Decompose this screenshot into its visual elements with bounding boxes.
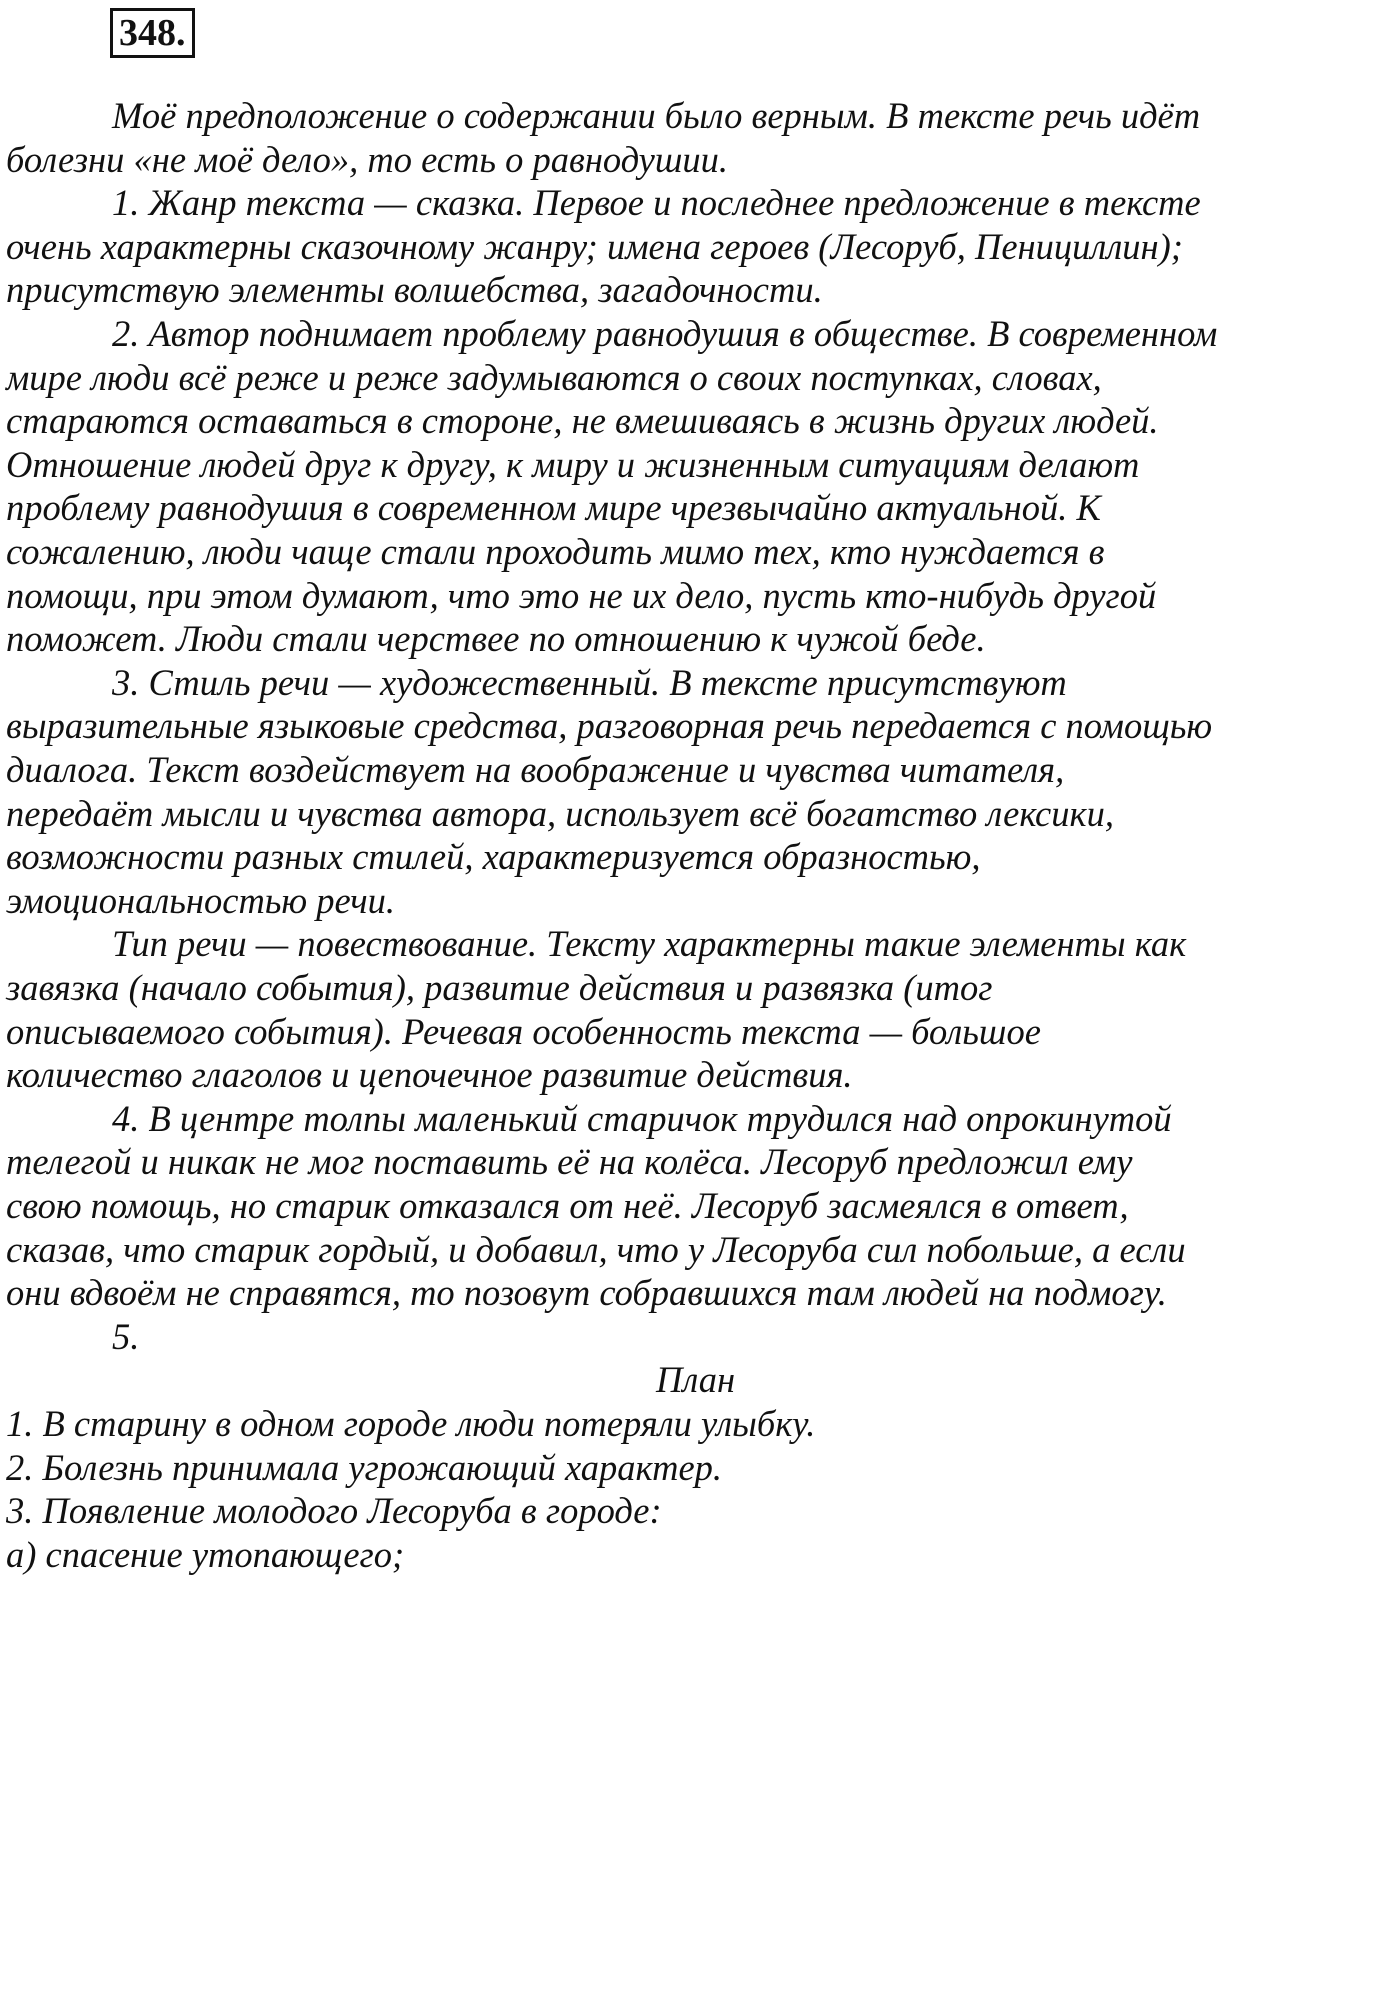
text-line: свою помощь, но старик отказался от неё. Лесоруб засмеялся в ответ, xyxy=(6,1185,1129,1226)
text-line: они вдвоём не справятся, то позовут собравшихся там людей на подмогу. xyxy=(6,1272,1167,1314)
text-line: завязка (начало события), развитие действия и развязка (итог xyxy=(6,967,993,1008)
plan-item: 1. В старину в одном городе люди потеряли улыбку. xyxy=(6,1403,816,1444)
text-line: стараются оставаться в стороне, не вмешиваясь в жизнь других людей. xyxy=(6,400,1159,442)
text-line: Тип речи — повествование. Тексту характерны такие элементы как xyxy=(112,923,1187,965)
text-line: очень характерны сказочному жанру; имена героев (Лесоруб, Пенициллин); xyxy=(6,225,1183,267)
plan-item: а) спасение утопающего; xyxy=(6,1533,405,1575)
text-line: телегой и никак не мог поставить её на колёса. Лесоруб предложил ему xyxy=(6,1141,1133,1183)
text-line: помощи, при этом думают, что это не их дело, пусть кто-нибудь другой xyxy=(6,574,1157,616)
text-line: возможности разных стилей, характеризуется образностью, xyxy=(6,836,981,878)
text-line: 3. Стиль речи — художественный. В тексте присутствуют xyxy=(112,661,1067,703)
text-line: диалога. Текст воздействует на воображение и чувства читателя, xyxy=(6,749,1065,790)
plan-title: План xyxy=(656,1359,736,1401)
text-line: 4. В центре толпы маленький старичок трудился над опрокинутой xyxy=(112,1097,1172,1139)
text-line: поможет. Люди стали черствее по отношению к чужой беде. xyxy=(6,618,986,660)
plan-item: 2. Болезнь принимала угрожающий характер. xyxy=(6,1446,723,1488)
text-line: количество глаголов и цепочечное развитие действия. xyxy=(6,1054,853,1096)
text-line: присутствую элементы волшебства, загадочности. xyxy=(6,269,823,311)
text-line: сожалению, люди чаще стали проходить мимо тех, кто нуждается в xyxy=(6,531,1105,572)
text-line: Моё предположение о содержании было верным. В тексте речь идёт xyxy=(112,95,1201,136)
text-line: описываемого события). Речевая особенность текста — большое xyxy=(6,1010,1041,1052)
text-line: эмоциональностью речи. xyxy=(6,879,396,921)
plan-item: 3. Появление молодого Лесоруба в городе: xyxy=(6,1490,662,1532)
text-line: 1. Жанр текста — сказка. Первое и последнее предложение в тексте xyxy=(112,182,1201,224)
text-line: передаёт мысли и чувства автора, использует всё богатство лексики, xyxy=(6,792,1114,834)
text-line: 5. xyxy=(112,1315,140,1357)
text-line: проблему равнодушия в современном мире чрезвычайно актуальной. К xyxy=(6,487,1101,529)
text-line: болезни «не моё дело», то есть о равнодушии. xyxy=(6,138,729,180)
text-line: Отношение людей друг к другу, к миру и жизненным ситуациям делают xyxy=(6,443,1140,485)
exercise-number: 348. xyxy=(110,8,195,58)
text-line: 2. Автор поднимает проблему равнодушия в обществе. В современном xyxy=(112,313,1218,354)
text-line: выразительные языковые средства, разговорная речь передается с помощью xyxy=(6,705,1213,747)
text-line: сказав, что старик гордый, и добавил, что у Лесоруба сил побольше, а если xyxy=(6,1228,1186,1270)
text-line: мире люди всё реже и реже задумываются о своих поступках, словах, xyxy=(6,356,1102,398)
